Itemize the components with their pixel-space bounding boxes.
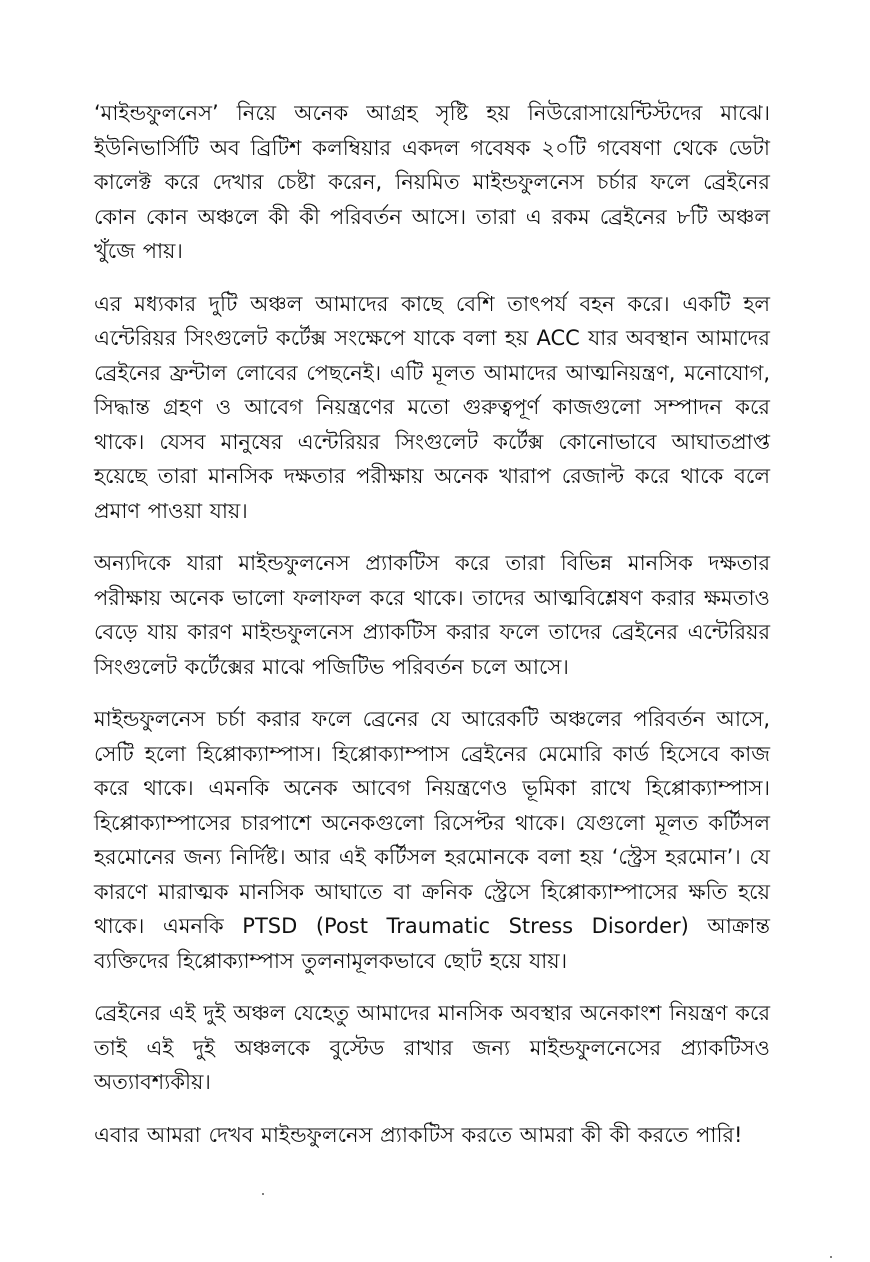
paragraph-anterior-cingulate-cortex: এর মধ্যকার দুটি অঞ্চল আমাদের কাছে বেশি তাৎপর্য বহন করে। একটি হল এন্টেরিয়র সিংগুলেট কর্টেক্স সংক্ষেপে যাকে বলা হয় ACC যার অবস্থান আমাদের ব্রেইনের ফ্রন্টাল লোবের পেছনেই। এটি মূলত আমাদের আত্মনিয়ন্ত্রণ, মনোযোগ, সিদ্ধান্ত গ্রহণ ও আবেগ নিয়ন্ত্রণের মতো গুরুত্বপূর্ণ কাজগুলো সম্পাদন করে থাকে। যেসব মানুষের এন্টেরিয়র সিংগুলেট কর্টেক্স কোনোভাবে আঘাতপ্রাপ্ত হয়েছে তারা মানসিক দক্ষতার পরীক্ষায় অনেক খারাপ রেজাল্ট করে থাকে বলে প্রমাণ পাওয়া যায়। xyxy=(94,291,770,523)
paragraph-two-regions: ব্রেইনের এই দুই অঞ্চল যেহেতু আমাদের মানসিক অবস্থার অনেকাংশ নিয়ন্ত্রণ করে তাই এই দুই অঞ্চলকে বুস্টেড রাখার জন্য মাইন্ডফুলনেসের প্র্যাকটিসও অত্যাবশ্যকীয়। xyxy=(94,1001,770,1094)
scan-speck xyxy=(262,1193,264,1195)
paragraph-mindfulness-research: ‘মাইন্ডফুলনেস’ নিয়ে অনেক আগ্রহ সৃষ্টি হয় নিউরোসায়েন্টিস্টদের মাঝে। ইউনিভার্সিটি অব ব্রিটিশ কলম্বিয়ার একদল গবেষক ২০টি গবেষণা থেকে ডেটা কালেক্ট করে দেখার চেষ্টা করেন, নিয়মিত মাইন্ডফুলনেস চর্চার ফলে ব্রেইনের কোন কোন অঞ্চলে কী কী পরিবর্তন আসে। তারা এ রকম ব্রেইনের ৮টি অঞ্চল খুঁজে পায়। xyxy=(94,101,770,263)
paragraph-mental-skill-results: অন্যদিকে যারা মাইন্ডফুলনেস প্র্যাকটিস করে তারা বিভিন্ন মানসিক দক্ষতার পরীক্ষায় অনেক ভালো ফলাফল করে থাকে। তাদের আত্মবিশ্লেষণ করার ক্ষমতাও বেড়ে যায় কারণ মাইন্ডফুলনেস প্র্যাকটিস করার ফলে তাদের ব্রেইনের এন্টেরিয়র সিংগুলেট কর্টেক্সের মাঝে পজিটিভ পরিবর্তন চলে আসে। xyxy=(94,551,770,679)
paragraph-hippocampus: মাইন্ডফুলনেস চর্চা করার ফলে ব্রেনের যে আরেকটি অঞ্চলের পরিবর্তন আসে, সেটি হলো হিপ্পোক্যাম্পাস। হিপ্পোক্যাম্পাস ব্রেইনের মেমোরি কার্ড হিসেবে কাজ করে থাকে। এমনকি অনেক আবেগ নিয়ন্ত্রণেও ভূমিকা রাখে হিপ্পোক্যাম্পাস। হিপ্পোক্যাম্পাসের চারপাশে অনেকগুলো রিসেপ্টর থাকে। যেগুলো মূলত কর্টিসল হরমোনের জন্য নির্দিষ্ট। আর এই কর্টিসল হরমোনকে বলা হয় ‘স্ট্রেস হরমোন’। যে কারণে মারাত্মক মানসিক আঘাতে বা ক্রনিক স্ট্রেসে হিপ্পোক্যাম্পাসের ক্ষতি হয়ে থাকে। এমনকি PTSD (Post Traumatic Stress Disorder) আক্রান্ত ব্যক্তিদের হিপ্পোক্যাম্পাস তুলনামূলকভাবে ছোট হয়ে যায়। xyxy=(94,707,770,973)
body-text xyxy=(94,96,770,1152)
paragraph-next-practice: এবার আমরা দেখব মাইন্ডফুলনেস প্র্যাকটিস করতে আমরা কী কী করতে পারি! xyxy=(94,1122,743,1147)
scan-speck xyxy=(830,1256,832,1258)
